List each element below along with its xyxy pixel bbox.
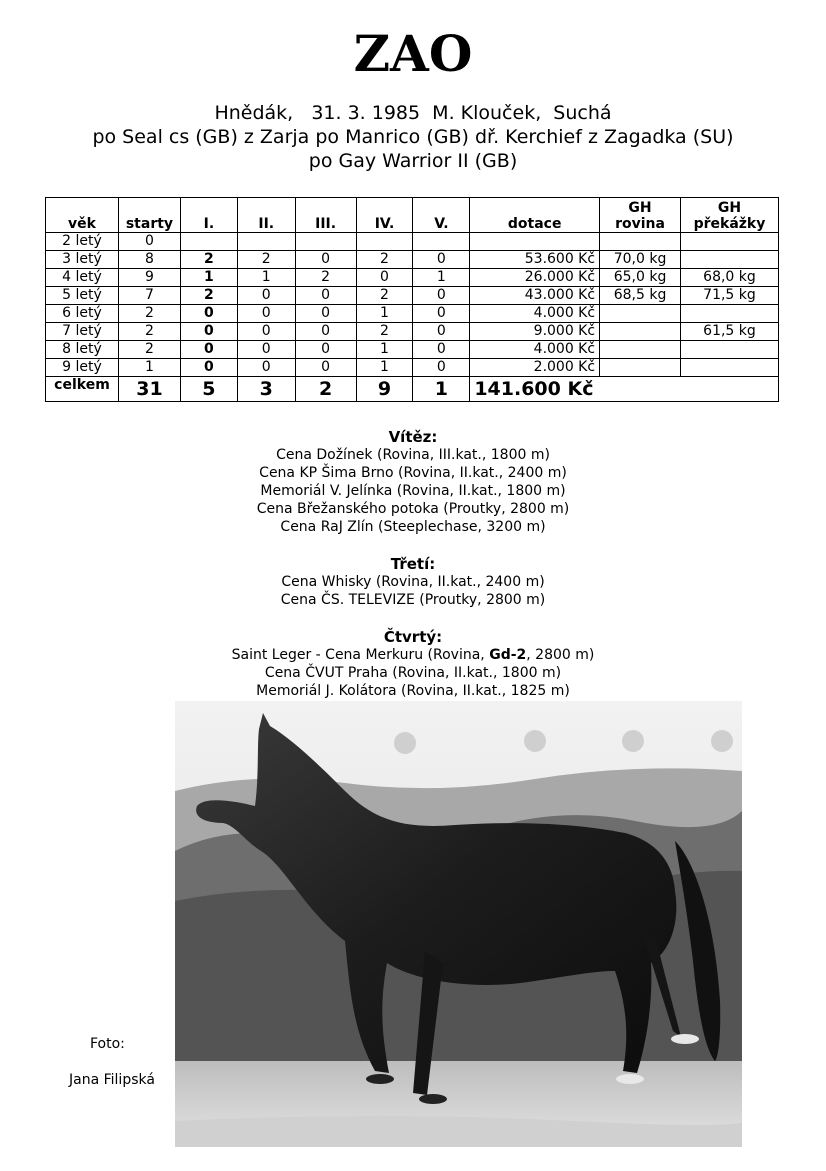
- total-prize-money: 141.600 Kč: [470, 377, 779, 402]
- cell-fourth: 0: [356, 269, 413, 287]
- cell-gh-flat: 70,0 kg: [600, 251, 681, 269]
- col-gh-jumps: GH překážky: [680, 198, 778, 233]
- col-second: II.: [237, 198, 295, 233]
- cell-fourth: 2: [356, 323, 413, 341]
- cell-first: 0: [180, 341, 237, 359]
- cell-prize-money: 43.000 Kč: [470, 287, 600, 305]
- cell-second: 1: [237, 269, 295, 287]
- cell-prize-money: 9.000 Kč: [470, 323, 600, 341]
- cell-prize-money: 2.000 Kč: [470, 359, 600, 377]
- cell-gh-jumps: [680, 359, 778, 377]
- cell-starts: 7: [118, 287, 180, 305]
- cell-third: [295, 233, 356, 251]
- cell-starts: 2: [118, 305, 180, 323]
- horse-photo: [175, 701, 742, 1147]
- col-gh-flat: GH rovina: [600, 198, 681, 233]
- cell-gh-jumps: [680, 305, 778, 323]
- cell-fifth: 0: [413, 323, 470, 341]
- col-starts: starty: [118, 198, 180, 233]
- cell-second: 0: [237, 359, 295, 377]
- cell-prize-money: 53.600 Kč: [470, 251, 600, 269]
- cell-age: 2 letý: [46, 233, 119, 251]
- cell-second: 0: [237, 305, 295, 323]
- result-item: Cena ČS. TELEVIZE (Proutky, 2800 m): [280, 592, 546, 608]
- total-first: 5: [180, 377, 237, 402]
- cell-age: 8 letý: [46, 341, 119, 359]
- cell-starts: 2: [118, 323, 180, 341]
- cell-fourth: 2: [356, 287, 413, 305]
- cell-starts: 1: [118, 359, 180, 377]
- cell-fourth: [356, 233, 413, 251]
- total-fourth: 9: [356, 377, 413, 402]
- cell-third: 0: [295, 251, 356, 269]
- cell-age: 5 letý: [46, 287, 119, 305]
- photo-credit-label: Foto:: [90, 1036, 125, 1052]
- cell-gh-flat: 68,5 kg: [600, 287, 681, 305]
- result-item: Saint Leger - Cena Merkuru (Rovina, Gd-2, 2800 m): [231, 647, 595, 663]
- table-row: [46, 287, 779, 305]
- cell-age: 6 letý: [46, 305, 119, 323]
- section-heading: Vítěz:: [388, 428, 438, 446]
- cell-prize-money: 26.000 Kč: [470, 269, 600, 287]
- cell-gh-flat: 65,0 kg: [600, 269, 681, 287]
- col-prize-money: dotace: [470, 198, 600, 233]
- col-fifth: V.: [413, 198, 470, 233]
- cell-third: 0: [295, 323, 356, 341]
- cell-fourth: 1: [356, 305, 413, 323]
- section-heading: Třetí:: [390, 555, 436, 573]
- cell-second: 0: [237, 287, 295, 305]
- cell-gh-jumps: [680, 341, 778, 359]
- race-stats-table: [45, 197, 779, 402]
- cell-fifth: 0: [413, 251, 470, 269]
- cell-first: 2: [180, 251, 237, 269]
- cell-first: 2: [180, 287, 237, 305]
- table-row: [46, 359, 779, 377]
- cell-first: 0: [180, 323, 237, 341]
- cell-third: 0: [295, 305, 356, 323]
- total-starts: 31: [118, 377, 180, 402]
- info-line-2: po Seal cs (GB) z Zarja po Manrico (GB) dř. Kerchief z Zagadka (SU): [92, 126, 734, 148]
- cell-third: 2: [295, 269, 356, 287]
- cell-first: [180, 233, 237, 251]
- result-item: Cena RaJ Zlín (Steeplechase, 3200 m): [280, 519, 546, 535]
- cell-prize-money: [470, 233, 600, 251]
- cell-third: 0: [295, 359, 356, 377]
- third-place-section: [0, 555, 826, 609]
- cell-gh-jumps: 61,5 kg: [680, 323, 778, 341]
- result-item: Memoriál V. Jelínka (Rovina, II.kat., 1800 m): [260, 483, 566, 499]
- cell-gh-jumps: 71,5 kg: [680, 287, 778, 305]
- cell-prize-money: 4.000 Kč: [470, 341, 600, 359]
- result-item: Cena Whisky (Rovina, II.kat., 2400 m): [281, 574, 545, 590]
- cell-first: 0: [180, 305, 237, 323]
- table-total-row: [46, 377, 779, 402]
- cell-second: 2: [237, 251, 295, 269]
- cell-gh-flat: [600, 359, 681, 377]
- result-item: Cena Dožínek (Rovina, III.kat., 1800 m): [276, 447, 550, 463]
- col-first: I.: [180, 198, 237, 233]
- winner-section: [0, 428, 826, 536]
- cell-gh-flat: [600, 341, 681, 359]
- fourth-place-section: [0, 628, 826, 700]
- horse-info: [0, 101, 826, 173]
- cell-gh-flat: [600, 233, 681, 251]
- cell-starts: 9: [118, 269, 180, 287]
- total-label: celkem: [46, 377, 119, 402]
- cell-first: 0: [180, 359, 237, 377]
- table-row: [46, 341, 779, 359]
- cell-gh-jumps: [680, 233, 778, 251]
- cell-age: 4 letý: [46, 269, 119, 287]
- table-row: [46, 323, 779, 341]
- col-third: III.: [295, 198, 356, 233]
- cell-second: [237, 233, 295, 251]
- cell-gh-jumps: [680, 251, 778, 269]
- cell-third: 0: [295, 287, 356, 305]
- table-row: [46, 251, 779, 269]
- cell-starts: 0: [118, 233, 180, 251]
- cell-second: 0: [237, 341, 295, 359]
- cell-starts: 8: [118, 251, 180, 269]
- cell-fifth: 0: [413, 305, 470, 323]
- cell-age: 7 letý: [46, 323, 119, 341]
- cell-fifth: 0: [413, 359, 470, 377]
- cell-starts: 2: [118, 341, 180, 359]
- cell-fifth: [413, 233, 470, 251]
- cell-fifth: 0: [413, 341, 470, 359]
- cell-fifth: 1: [413, 269, 470, 287]
- total-second: 3: [237, 377, 295, 402]
- table-row: [46, 233, 779, 251]
- cell-gh-flat: [600, 305, 681, 323]
- total-third: 2: [295, 377, 356, 402]
- race-results: [0, 428, 826, 700]
- cell-fourth: 1: [356, 341, 413, 359]
- result-item: Cena ČVUT Praha (Rovina, II.kat., 1800 m): [264, 665, 562, 681]
- table-row: [46, 305, 779, 323]
- result-item: Cena KP Šima Brno (Rovina, II.kat., 2400 m): [259, 465, 567, 481]
- result-item: Cena Břežanského potoka (Proutky, 2800 m): [256, 501, 570, 517]
- cell-prize-money: 4.000 Kč: [470, 305, 600, 323]
- info-line-3: po Gay Warrior II (GB): [308, 150, 518, 172]
- cell-gh-flat: [600, 323, 681, 341]
- cell-first: 1: [180, 269, 237, 287]
- cell-gh-jumps: 68,0 kg: [680, 269, 778, 287]
- info-line-1: Hnědák, 31. 3. 1985 M. Klouček, Suchá: [214, 102, 612, 124]
- cell-age: 3 letý: [46, 251, 119, 269]
- result-item: Memoriál J. Kolátora (Rovina, II.kat., 1825 m): [256, 683, 570, 699]
- cell-fourth: 1: [356, 359, 413, 377]
- cell-fifth: 0: [413, 287, 470, 305]
- section-heading: Čtvrtý:: [383, 628, 443, 646]
- cell-fourth: 2: [356, 251, 413, 269]
- cell-third: 0: [295, 341, 356, 359]
- table-header-row: [46, 198, 779, 233]
- cell-age: 9 letý: [46, 359, 119, 377]
- col-fourth: IV.: [356, 198, 413, 233]
- horse-name: ZAO: [353, 24, 473, 83]
- photo-credit-author: Jana Filipská: [69, 1072, 155, 1088]
- cell-second: 0: [237, 323, 295, 341]
- col-age: věk: [46, 198, 119, 233]
- table-row: [46, 269, 779, 287]
- total-fifth: 1: [413, 377, 470, 402]
